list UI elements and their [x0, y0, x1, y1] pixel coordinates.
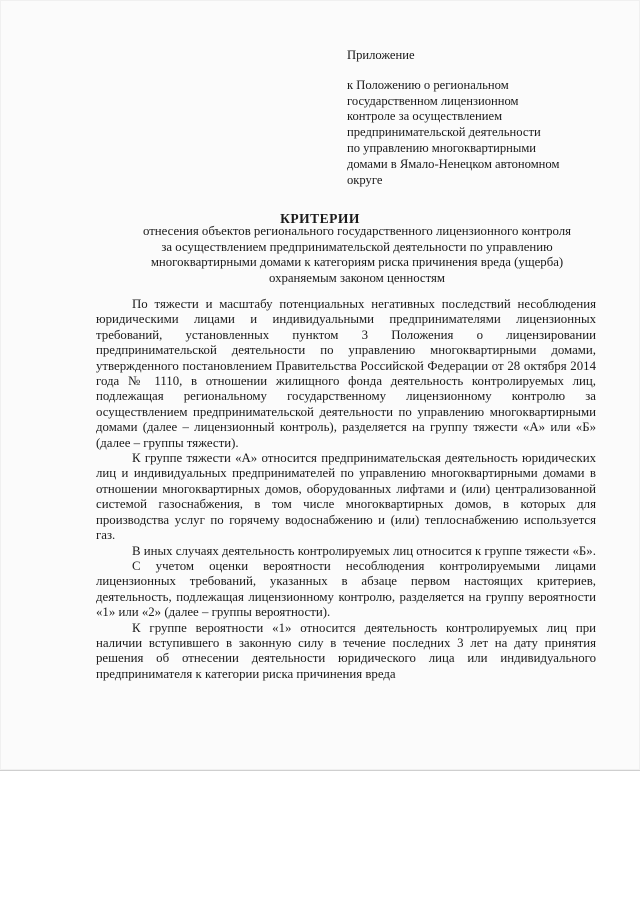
body-paragraph: В иных случаях деятельность контролируемых лиц относится к группе тяжести «Б».	[132, 543, 596, 558]
subtitle-line: за осуществлением предпринимательской деятельности по управлению	[161, 239, 553, 254]
document-title: КРИТЕРИИ	[280, 211, 360, 226]
appendix-line: по управлению многоквартирными	[347, 140, 537, 155]
appendix-heading: Приложение	[347, 48, 415, 62]
appendix-block	[347, 48, 632, 188]
body-paragraph: К группе тяжести «А» относится предпринимательская деятельность юридических лиц и индивидуальных предпринимателей по управлению многоквартирными домами в отношении многоквартирных домов, оборудованных лифтами и (или) централизованной системой газоснабжения, в том числе многоквартирных домов, в которых для производства услуг по горячему водоснабжению и (или) теплоснабжению используется газ.	[96, 451, 596, 543]
appendix-line: государственном лицензионном	[347, 93, 519, 108]
body-paragraph: К группе вероятности «1» относится деятельность контролируемых лиц при наличии вступившего в законную силу в течение последних 3 лет на дату принятия решения об отнесении деятельности юридического лица или индивидуального предпринимателя к категории риска причинения вреда	[96, 620, 596, 681]
appendix-line: к Положению о региональном	[347, 77, 509, 92]
body-paragraph: По тяжести и масштабу потенциальных негативных последствий несоблюдения юридическими лицами и индивидуальными предпринимателями лицензионных требований, установленных пунктом 3 Положения о лицензировании предпринимательской деятельности по управлению многоквартирными домами, утвержденного постановлением Правительства Российской Федерации от 28 октября 2014 года № 1110, в отношении жилищного фонда деятельность контролируемых лиц, подлежащая региональному государственному лицензионному контролю за осуществлением предпринимательской деятельности по управлению многоквартирными домами (далее – лицензионный контроль), разделяется на группу тяжести «А» или «Б» (далее – группы тяжести).	[96, 297, 596, 450]
appendix-line: домами в Ямало-Ненецком автономном	[347, 156, 560, 171]
subtitle-line: многоквартирными домами к категориям риска причинения вреда (ущерба)	[150, 255, 564, 270]
subtitle-line: отнесения объектов регионального государственного лицензионного контроля	[142, 224, 572, 238]
body-paragraph: С учетом оценки вероятности несоблюдения контролируемыми лицами лицензионных требований, указанных в абзаце первом настоящих критериев, деятельность, подлежащая лицензионному контролю, разделяется на группу вероятности «1» или «2» (далее – группы вероятности).	[96, 558, 596, 620]
appendix-line: контроле за осуществлением	[347, 109, 503, 124]
subtitle-line: охраняемым законом ценностям	[269, 270, 445, 285]
appendix-line: предпринимательской деятельности	[347, 125, 541, 140]
appendix-line: округе	[347, 172, 383, 187]
document-subtitle	[100, 224, 614, 286]
document-body	[96, 297, 596, 682]
